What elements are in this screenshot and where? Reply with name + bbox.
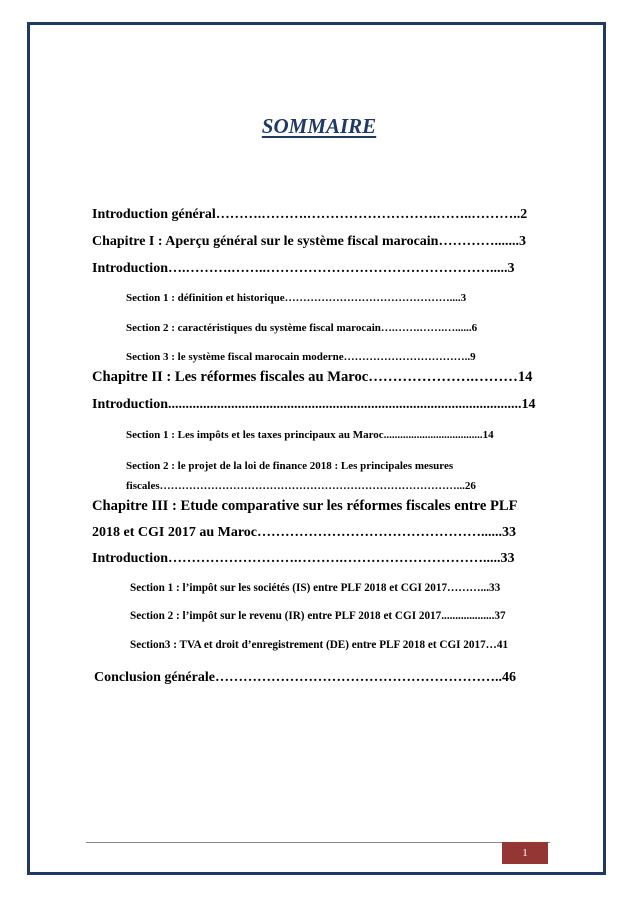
- toc-entry-introduction-generale[interactable]: Introduction général……….……….……………………….……..………..2: [92, 207, 528, 222]
- page-title: SOMMAIRE: [261, 114, 377, 138]
- toc-entry-chapitre-1-introduction[interactable]: Introduction….……….……..………………………………………….....3: [92, 261, 515, 276]
- toc-entry-ch1-section-2[interactable]: Section 2 : caractéristiques du système fiscal marocain….…….…….…......6: [126, 322, 478, 334]
- toc-entry-conclusion[interactable]: Conclusion générale……………………………………………………..46: [94, 670, 516, 685]
- toc-entry-chapitre-3-introduction[interactable]: Introduction……………………….……….………………………….....33: [92, 551, 515, 566]
- toc-entry-ch1-section-3[interactable]: Section 3 : le système fiscal marocain moderne……………………………..9: [126, 351, 476, 363]
- toc-entry-chapitre-3[interactable]: Chapitre III : Etude comparative sur les réformes fiscales entre PLF: [92, 498, 518, 514]
- toc-entry-ch2-section-1[interactable]: Section 1 : Les impôts et les taxes principaux au Maroc....................................14: [126, 429, 494, 441]
- toc-entry-chapitre-1[interactable]: Chapitre I : Aperçu général sur le système fiscal marocain………….......3: [92, 234, 526, 249]
- page-number: 1: [502, 842, 548, 864]
- toc-entry-ch1-section-1[interactable]: Section 1 : définition et historique………………………………………....3: [126, 292, 467, 304]
- toc-entry-chapitre-2-introduction[interactable]: Introduction.....................................................................................................14: [92, 397, 536, 412]
- toc-entry-ch3-section-1[interactable]: Section 1 : l’impôt sur les sociétés (IS) entre PLF 2018 et CGI 2017………...33: [130, 582, 501, 594]
- toc-entry-ch2-section-2[interactable]: Section 2 : le projet de la loi de finance 2018 : Les principales mesures: [126, 460, 454, 472]
- toc-entry-chapitre-2[interactable]: Chapitre II : Les réformes fiscales au Maroc………………….………14: [92, 369, 533, 385]
- toc-entry-ch3-section-2[interactable]: Section 2 : l’impôt sur le revenu (IR) entre PLF 2018 et CGI 2017...................37: [130, 610, 506, 622]
- toc-entry-chapitre-3-continued[interactable]: 2018 et CGI 2017 au Maroc…………………………………………......33: [92, 525, 516, 540]
- toc-entry-ch3-section-3[interactable]: Section3 : TVA et droit d’enregistrement (DE) entre PLF 2018 et CGI 2017…41: [130, 639, 509, 651]
- page-border: [27, 22, 606, 875]
- footer-rule: [86, 842, 550, 843]
- toc-entry-ch2-section-2-continued[interactable]: fiscales………………………………………………………………………...26: [126, 480, 476, 492]
